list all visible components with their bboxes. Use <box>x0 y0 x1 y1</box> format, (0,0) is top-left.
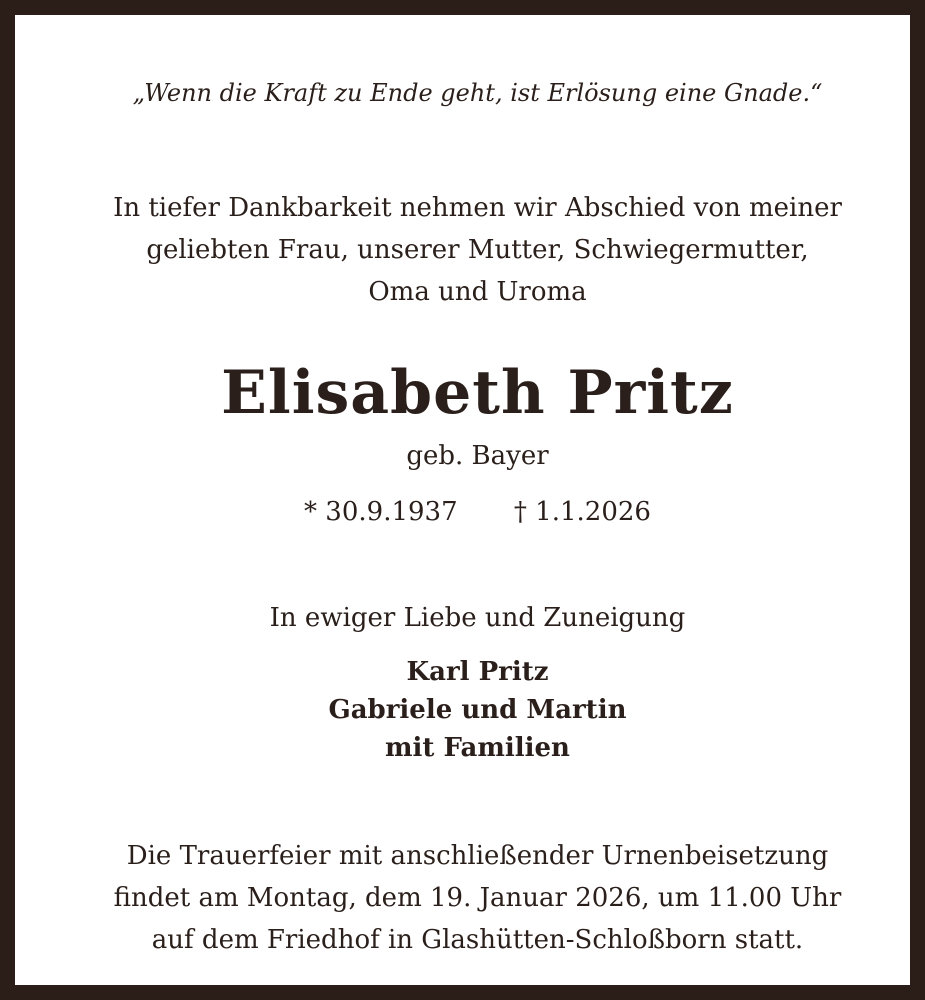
death-date: † 1.1.2026 <box>513 497 651 527</box>
intro-text <box>15 187 925 313</box>
mourners-list <box>15 653 925 767</box>
mourner-name: Karl Pritz <box>406 657 549 687</box>
mourner-name: mit Familien <box>385 733 570 763</box>
funeral-info <box>15 835 925 961</box>
intro-line: geliebten Frau, unserer Mutter, Schwiegermutter, <box>146 235 809 265</box>
life-dates <box>15 499 925 525</box>
funeral-line: auf dem Friedhof in Glashütten-Schloßborn statt. <box>151 925 804 955</box>
motto-quote: „Wenn die Kraft zu Ende geht, ist Erlösung eine Gnade.“ <box>132 79 823 107</box>
funeral-line: findet am Montag, dem 19. Januar 2026, um 11.00 Uhr <box>113 883 842 913</box>
deceased-name: Elisabeth Pritz <box>221 358 734 428</box>
birth-date: * 30.9.1937 <box>304 497 458 527</box>
mourner-name: Gabriele und Martin <box>328 695 627 725</box>
love-line: In ewiger Liebe und Zuneigung <box>269 603 686 633</box>
intro-line: Oma und Uroma <box>368 277 587 307</box>
intro-line: In tiefer Dankbarkeit nehmen wir Abschied von meiner <box>113 193 842 223</box>
funeral-line: Die Trauerfeier mit anschließender Urnenbeisetzung <box>126 841 829 871</box>
maiden-name: geb. Bayer <box>406 441 549 471</box>
